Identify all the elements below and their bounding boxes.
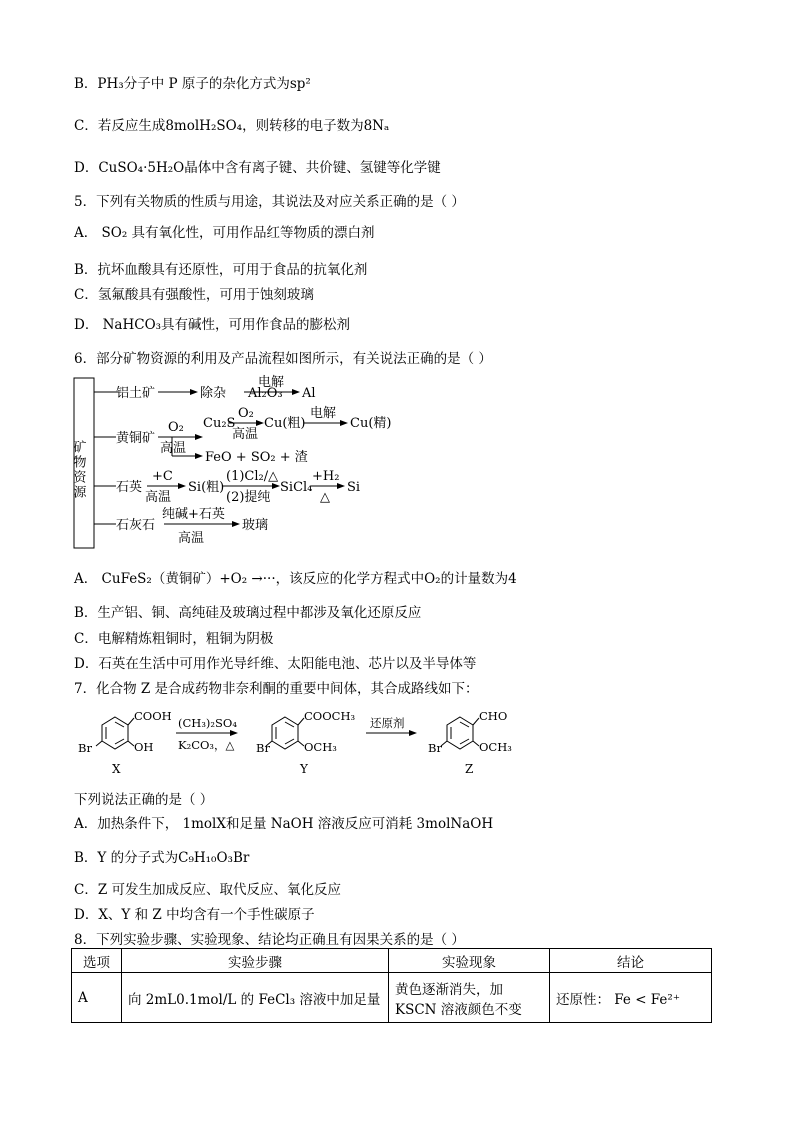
row-phenomenon-line1: 黄色逐渐消失，加	[395, 981, 503, 998]
diagram-quartz: 石英	[116, 480, 143, 495]
q7-ask: 下列说法正确的是（ ）	[74, 792, 214, 808]
q4-option-b: B．PH₃分子中 P 原子的杂化方式为sp²	[74, 76, 311, 92]
q5-option-d: D． NaHCO₃具有碱性，可用作食品的膨松剂	[74, 317, 351, 333]
q8-stem: 8．下列实验步骤、实验现象、结论均正确且有因果关系的是（ ）	[74, 932, 465, 948]
q7-option-d: D．X、Y 和 Z 中均含有一个手性碳原子	[74, 907, 315, 923]
arrow2-reagent: 还原剂	[370, 716, 405, 730]
diagram-refine: (2)提纯	[226, 490, 271, 505]
diagram-plus-c: +C	[152, 469, 173, 484]
q4-option-c: C．若反应生成8molH₂SO₄，则转移的电子数为8Nₐ	[74, 118, 390, 134]
diagram-heat: △	[320, 490, 330, 505]
z-label: Z	[465, 762, 474, 776]
diagram-cu2s: Cu₂S	[203, 416, 236, 431]
y-cooch3: COOCH₃	[304, 709, 356, 723]
q6-option-a: A． CuFeS₂（黄铜矿）+O₂ →···，该反应的化学方程式中O₂的计量数为4	[74, 571, 517, 587]
diagram-crude-cu: Cu(粗)	[264, 416, 306, 431]
diagram-pure-cu: Cu(精)	[350, 416, 392, 431]
y-br: Br	[256, 741, 270, 755]
diagram-si: Si	[347, 480, 361, 495]
diagram-hightemp-4: 高温	[178, 531, 205, 546]
table-row	[72, 973, 712, 1023]
q7-stem: 7．化合物 Z 是合成药物非奈利酮的重要中间体，其合成路线如下：	[74, 681, 479, 697]
diagram-box-label-1: 矿物资源	[70, 440, 86, 500]
row-option: A	[72, 973, 122, 1023]
header-steps: 实验步骤	[122, 949, 389, 973]
diagram-o2-2: O₂	[238, 406, 254, 421]
diagram-bauxite: 铝土矿	[116, 386, 156, 401]
diagram-hightemp-3: 高温	[145, 490, 172, 505]
x-label: X	[112, 762, 121, 776]
diagram-o2-1: O₂	[168, 420, 184, 435]
diagram-crude-si: Si(粗)	[188, 480, 225, 495]
diagram-byproducts: FeO + SO₂ + 渣	[205, 450, 308, 465]
diagram-hightemp-2: 高温	[232, 427, 259, 442]
y-och3: OCH₃	[304, 740, 337, 754]
q5-stem: 5．下列有关物质的性质与用途，其说法及对应关系正确的是（ ）	[74, 194, 465, 210]
diagram-cl2-heat: (1)Cl₂/△	[226, 469, 279, 484]
diagram-electrolysis-2: 电解	[310, 406, 337, 421]
q6-option-d: D．石英在生活中可用作光导纤维、太阳能电池、芯片以及半导体等	[74, 656, 477, 672]
diagram-al: Al	[302, 386, 316, 401]
table-header-row	[72, 949, 712, 973]
diagram-soda-quartz: 纯碱+石英	[162, 507, 225, 522]
x-cooh: COOH	[134, 709, 172, 723]
z-och3: OCH₃	[479, 740, 512, 754]
z-cho: CHO	[479, 709, 508, 723]
arrow1-reagent: (CH₃)₂SO₄	[178, 716, 237, 730]
diagram-electrolysis-1: 电解	[258, 375, 285, 390]
q6-stem: 6．部分矿物资源的利用及产品流程如图所示，有关说法正确的是（ ）	[74, 351, 492, 367]
q4-option-d: D．CuSO₄·5H₂O晶体中含有离子键、共价键、氢键等化学键	[74, 160, 441, 176]
header-option: 选项	[72, 949, 122, 973]
q7-option-a: A．加热条件下， 1molX和足量 NaOH 溶液反应可消耗 3molNaOH	[74, 816, 494, 832]
diagram-limestone: 石灰石	[116, 518, 156, 533]
experiment-table	[71, 948, 712, 1023]
header-phenomenon: 实验现象	[389, 949, 550, 973]
diagram-glass: 玻璃	[242, 518, 269, 533]
diagram-al2o3: Al₂O₃	[248, 386, 283, 401]
q5-option-b: B．抗坏血酸具有还原性，可用于食品的抗氧化剂	[74, 262, 368, 278]
diagram-hightemp-1: 高温	[160, 441, 187, 456]
x-oh: OH	[134, 740, 154, 754]
q5-option-a: A． SO₂ 具有氧化性，可用作品红等物质的漂白剂	[74, 225, 375, 241]
q6-option-b: B．生产铝、铜、高纯硅及玻璃过程中都涉及氧化还原反应	[74, 605, 422, 621]
row-step: 向 2mL0.1mol/L 的 FeCl₃ 溶液中加足量	[122, 973, 389, 1023]
arrow1-condition: K₂CO₃，△	[178, 738, 235, 752]
q7-option-b: B．Y 的分子式为C₉H₁₀O₃Br	[74, 850, 250, 866]
diagram-chalcopyrite: 黄铜矿	[116, 431, 156, 446]
row-phenomenon-line2: KSCN 溶液颜色不变	[395, 1001, 522, 1018]
y-label: Y	[300, 762, 308, 776]
header-conclusion: 结论	[550, 949, 712, 973]
diagram-purify: 除杂	[200, 386, 227, 401]
q6-option-c: C．电解精炼粗铜时，粗铜为阴极	[74, 631, 274, 647]
diagram-sicl4: SiCl₄	[280, 480, 313, 495]
row-conclusion: 还原性： Fe < Fe²⁺	[550, 973, 712, 1023]
q5-option-c: C．氢氟酸具有强酸性，可用于蚀刻玻璃	[74, 287, 314, 303]
z-br: Br	[428, 741, 442, 755]
x-br: Br	[78, 741, 92, 755]
row-phenomenon	[389, 973, 550, 1023]
q7-option-c: C．Z 可发生加成反应、取代反应、氧化反应	[74, 882, 342, 898]
diagram-plus-h2: +H₂	[312, 469, 340, 484]
